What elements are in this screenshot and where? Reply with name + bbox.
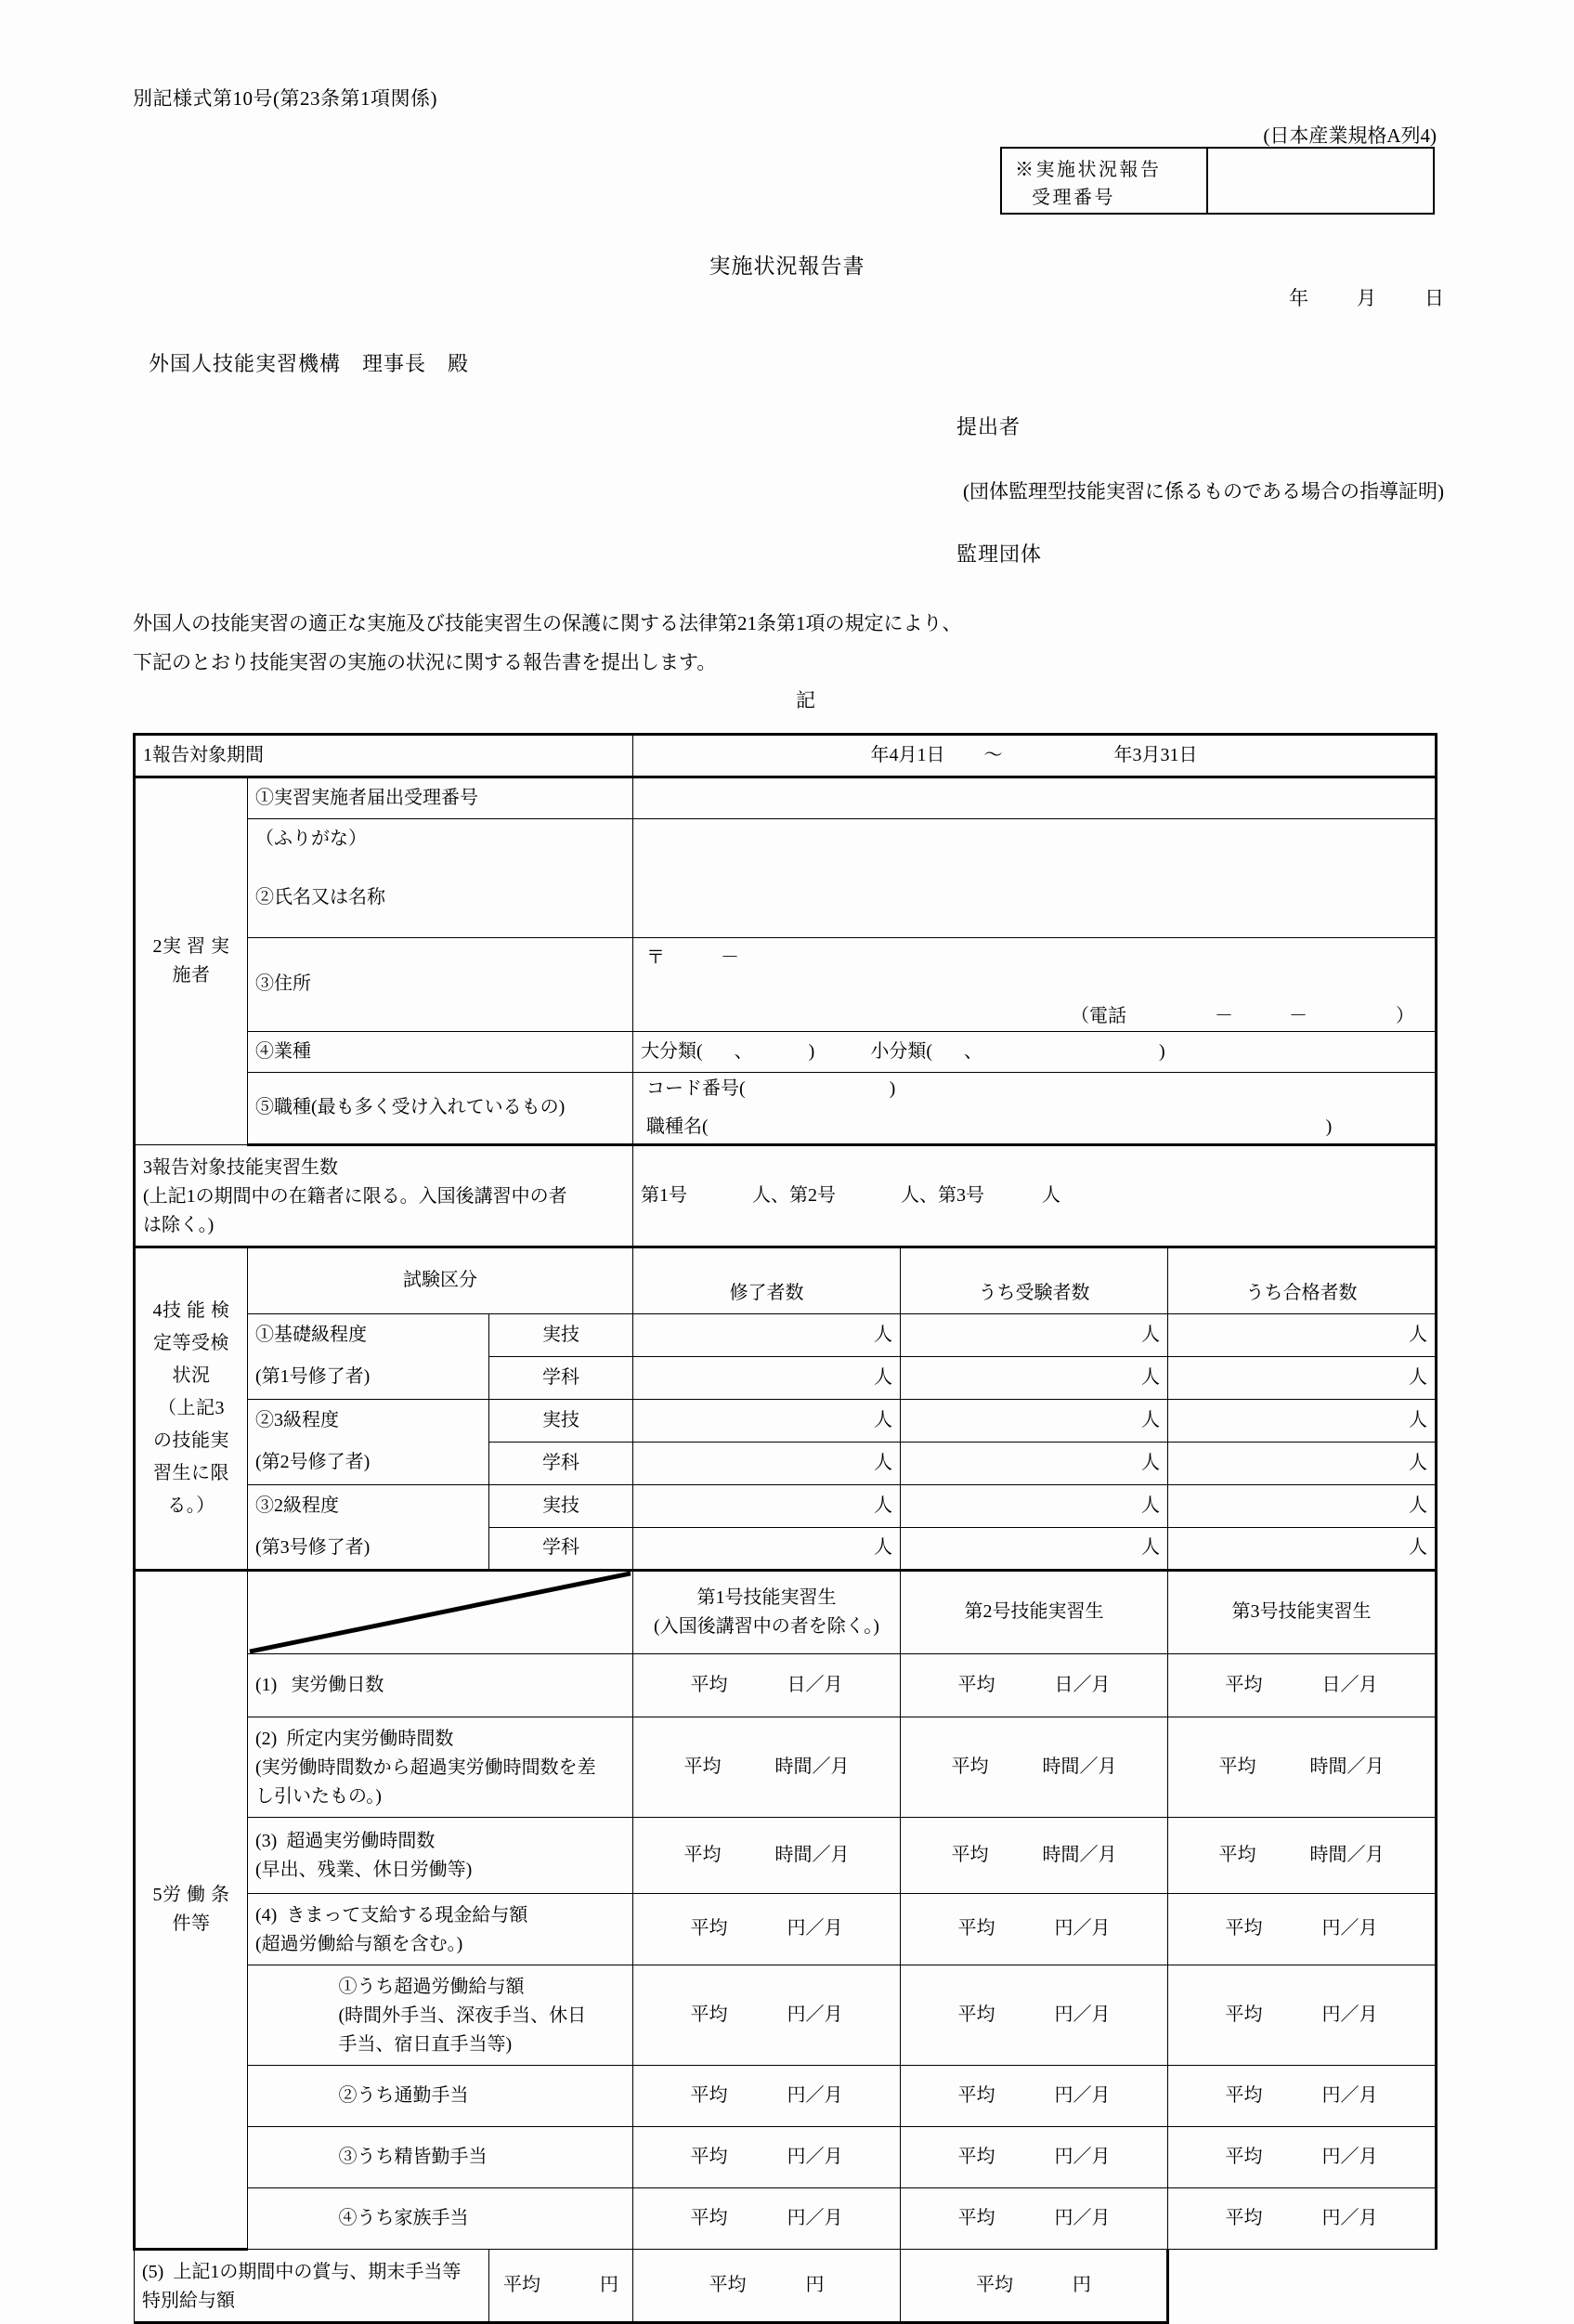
labor-value-4-col3[interactable] bbox=[1168, 1893, 1437, 1965]
trainee-no1-label: 第1号 bbox=[641, 1184, 687, 1206]
avg-label: 平均 bbox=[957, 1918, 995, 1939]
labor-subitem-label-1 bbox=[332, 1965, 633, 2065]
labor-value-1-col3[interactable] bbox=[1168, 1653, 1437, 1717]
section2-label bbox=[135, 777, 248, 1145]
value-examinees-5[interactable]: 人 bbox=[901, 1484, 1168, 1527]
postal-mark-icon: 〒 bbox=[646, 947, 665, 968]
labor-item-note-4a: (超過労働給与額を含む。) bbox=[255, 1933, 463, 1954]
acceptance-number-label-line1: ※実施状況報告 bbox=[1015, 160, 1162, 180]
column-header-completed: 修了者数 bbox=[633, 1247, 901, 1313]
sub-unit-2-col1: 円／月 bbox=[787, 2084, 843, 2106]
labor-subvalue-4-col3[interactable] bbox=[1168, 2187, 1437, 2249]
date-month[interactable]: 月 bbox=[1357, 287, 1376, 309]
section4-data-row bbox=[135, 1399, 1437, 1442]
avg-label: 平均 bbox=[1218, 1844, 1256, 1865]
labor-subvalue-4-col2[interactable] bbox=[901, 2187, 1168, 2249]
sub-indent-spacer bbox=[248, 1965, 332, 2065]
date-line bbox=[0, 283, 1574, 311]
submitter-label: 提出者 bbox=[956, 415, 1021, 438]
body-paragraph-line1: 外国人の技能実習の適正な実施及び技能実習生の保護に関する法律第21条第1項の規定により、 bbox=[133, 612, 962, 634]
section5-label-line2: 件等 bbox=[172, 1913, 211, 1934]
unit-1-col2: 日／月 bbox=[1054, 1674, 1111, 1695]
sub-unit-2-col3: 円／月 bbox=[1321, 2084, 1378, 2106]
grade-sublabel-3: (第3号修了者) bbox=[248, 1527, 489, 1570]
labor-item-note-2a: (実労働時間数から超過実労働時間数を差 bbox=[255, 1756, 596, 1778]
sub-unit-3-col3: 円／月 bbox=[1321, 2146, 1378, 2167]
avg-label: 平均 bbox=[690, 2146, 728, 2167]
industry-minor-comma: 、 bbox=[964, 1040, 983, 1062]
acceptance-number-input[interactable] bbox=[1208, 149, 1433, 213]
form-number: 別記様式第10号(第23条第1項関係) bbox=[133, 87, 437, 110]
labor-subitem-label-3: ③うち精皆勤手当 bbox=[332, 2126, 633, 2187]
value-passed-3[interactable]: 人 bbox=[1168, 1399, 1437, 1442]
value-passed-5[interactable]: 人 bbox=[1168, 1484, 1437, 1527]
tel-dash-1: － bbox=[1215, 1005, 1234, 1026]
sub-unit-1-col2: 円／月 bbox=[1054, 2004, 1111, 2025]
addressee: 外国人技能実習機構 理事長 殿 bbox=[149, 352, 470, 375]
sub-unit-4-col3: 円／月 bbox=[1321, 2207, 1378, 2228]
labor-value-2-col1[interactable] bbox=[633, 1717, 901, 1817]
section2-label-line2: 施者 bbox=[172, 964, 211, 986]
section4-header-row bbox=[135, 1247, 1437, 1313]
avg-label: 平均 bbox=[1225, 2146, 1263, 2167]
labor-value-5-col3[interactable] bbox=[901, 2249, 1168, 2322]
name-input[interactable] bbox=[633, 859, 1437, 937]
labor-item-text-4: きまって支給する現金給与額 bbox=[286, 1904, 528, 1926]
section5-data-row bbox=[135, 1653, 1437, 1717]
exam-type-3: 実技 bbox=[489, 1399, 633, 1442]
industry-minor-close: ) bbox=[1159, 1040, 1165, 1062]
industry-major-open: 大分類( bbox=[641, 1040, 703, 1062]
avg-label: 平均 bbox=[951, 1844, 989, 1865]
jis-paper-size-note: (日本産業規格A列4) bbox=[1263, 124, 1437, 147]
unit-3-col1: 時間／月 bbox=[774, 1844, 850, 1865]
sub-unit-4-col2: 円／月 bbox=[1054, 2207, 1111, 2228]
labor-value-5-col1[interactable] bbox=[489, 2249, 633, 2322]
supervising-organization-label: 監理団体 bbox=[956, 542, 1043, 566]
labor-subvalue-1-col1[interactable] bbox=[633, 1965, 901, 2065]
unit-2-col2: 時間／月 bbox=[1042, 1756, 1117, 1777]
period-tilde: ～ bbox=[983, 745, 1003, 765]
labor-item-text-3: 超過実労働時間数 bbox=[286, 1831, 436, 1851]
avg-label: 平均 bbox=[976, 2274, 1013, 2295]
avg-label: 平均 bbox=[690, 1918, 728, 1939]
occupation-name-open: 職種名( bbox=[646, 1116, 709, 1137]
avg-label: 平均 bbox=[1225, 1918, 1263, 1939]
value-examinees-3[interactable]: 人 bbox=[901, 1399, 1168, 1442]
labor-subitem-label-2: ②うち通勤手当 bbox=[332, 2065, 633, 2126]
code-number-open: コード番号( bbox=[646, 1077, 746, 1099]
section4-data-row bbox=[135, 1356, 1437, 1399]
value-examinees-6[interactable]: 人 bbox=[901, 1527, 1168, 1570]
document-title: 実施状況報告書 bbox=[709, 255, 865, 278]
section5-col3-header: 第3号技能実習生 bbox=[1168, 1570, 1437, 1653]
section5-data-row bbox=[135, 1965, 1437, 2065]
unit-5-col2: 円 bbox=[805, 2274, 825, 2295]
avg-label: 平均 bbox=[1225, 1674, 1263, 1695]
unit-4-col3: 円／月 bbox=[1321, 1918, 1378, 1939]
trainee-no1-unit: 人、第2号 bbox=[752, 1184, 836, 1206]
section3-label-line2: (上記1の期間中の在籍者に限る。入国後講習中の者 bbox=[143, 1185, 567, 1207]
sub-unit-2-col2: 円／月 bbox=[1054, 2084, 1111, 2106]
furigana-label: （ふりがな） bbox=[248, 819, 633, 860]
labor-subvalue-2-col1[interactable] bbox=[633, 2065, 901, 2126]
section3-row bbox=[135, 1144, 1437, 1247]
column-header-examinees: うち受験者数 bbox=[901, 1247, 1168, 1313]
section2-label-line1: 2実 習 実 bbox=[152, 935, 230, 957]
section3-label-line3: は除く。) bbox=[143, 1214, 215, 1235]
unit-3-col2: 時間／月 bbox=[1042, 1844, 1117, 1865]
date-year[interactable]: 年 bbox=[1289, 287, 1308, 309]
avg-label: 平均 bbox=[683, 1844, 722, 1865]
value-completed-2[interactable]: 人 bbox=[633, 1356, 901, 1399]
value-completed-4[interactable]: 人 bbox=[633, 1442, 901, 1484]
value-passed-2[interactable]: 人 bbox=[1168, 1356, 1437, 1399]
section1-label: 1報告対象期間 bbox=[135, 735, 633, 777]
exam-category-header: 試験区分 bbox=[248, 1247, 633, 1313]
labor-item-label-2 bbox=[248, 1717, 633, 1817]
labor-item-number-1: (1) bbox=[255, 1674, 278, 1695]
industry-label: ④業種 bbox=[248, 1031, 633, 1072]
avg-label: 平均 bbox=[957, 2146, 995, 2167]
section5-label-line1: 5労 働 条 bbox=[152, 1884, 230, 1905]
labor-item-label-5 bbox=[135, 2249, 489, 2322]
tel-dash-2: － bbox=[1289, 1005, 1308, 1026]
occupation-name-close: ) bbox=[1325, 1116, 1333, 1137]
section5-data-row bbox=[135, 1717, 1437, 1817]
tel-close-paren: ） bbox=[1396, 1005, 1415, 1026]
avg-label: 平均 bbox=[690, 1674, 728, 1695]
unit-5-col1: 円 bbox=[600, 2274, 618, 2295]
sub-unit-3-col2: 円／月 bbox=[1054, 2146, 1111, 2167]
unit-4-col1: 円／月 bbox=[787, 1918, 843, 1939]
section2-industry-row bbox=[135, 1031, 1437, 1072]
avg-label: 平均 bbox=[690, 2084, 728, 2106]
grade-label-3: ③2級程度 bbox=[248, 1484, 489, 1527]
section5-label bbox=[135, 1570, 248, 2249]
avg-label: 平均 bbox=[690, 2207, 728, 2228]
main-form-table bbox=[133, 733, 1437, 2324]
section4-label-line-1: 定等受検 bbox=[153, 1332, 229, 1353]
exam-type-2: 学科 bbox=[489, 1356, 633, 1399]
sub-unit-4-col1: 円／月 bbox=[787, 2207, 843, 2228]
labor-item-note-2b: し引いたもの。) bbox=[255, 1785, 382, 1807]
section5-data-row bbox=[135, 1817, 1437, 1893]
section2-receipt-row bbox=[135, 777, 1437, 819]
section4-label-line-6: る。） bbox=[167, 1495, 215, 1516]
sub-indent-spacer bbox=[248, 2065, 332, 2126]
labor-subvalue-2-col2[interactable] bbox=[901, 2065, 1168, 2126]
tel-label: （電話 bbox=[1071, 1005, 1127, 1026]
section4-label bbox=[135, 1247, 248, 1570]
section5-col1-header bbox=[633, 1570, 901, 1653]
labor-subvalue-1-col3[interactable] bbox=[1168, 1965, 1437, 2065]
labor-item-text-1: 実労働日数 bbox=[291, 1674, 384, 1695]
labor-subvalue-4-col1[interactable] bbox=[633, 2187, 901, 2249]
labor-value-3-col3[interactable] bbox=[1168, 1817, 1437, 1893]
section2-furigana-row bbox=[135, 819, 1437, 860]
avg-label: 平均 bbox=[1225, 2207, 1263, 2228]
diagonal-line-icon bbox=[248, 1572, 632, 1653]
section2-address-row bbox=[135, 937, 1437, 1031]
section4-label-line-5: 習生に限 bbox=[153, 1462, 229, 1483]
section4-data-row bbox=[135, 1484, 1437, 1527]
period-to[interactable]: 年3月31日 bbox=[1113, 745, 1198, 765]
labor-item-number-3: (3) bbox=[255, 1831, 278, 1851]
sub-unit-1-col1: 円／月 bbox=[787, 2004, 843, 2025]
section5-data-row bbox=[135, 2126, 1437, 2187]
labor-value-4-col1[interactable] bbox=[633, 1893, 901, 1965]
sub-indent-spacer bbox=[248, 2126, 332, 2187]
value-completed-5[interactable]: 人 bbox=[633, 1484, 901, 1527]
section5-col2-header: 第2号技能実習生 bbox=[901, 1570, 1168, 1653]
value-examinees-2[interactable]: 人 bbox=[901, 1356, 1168, 1399]
period-from[interactable]: 年4月1日 bbox=[870, 745, 945, 765]
avg-label: 平均 bbox=[957, 2084, 995, 2106]
value-passed-6[interactable]: 人 bbox=[1168, 1527, 1437, 1570]
receipt-number-input[interactable] bbox=[633, 777, 1437, 819]
labor-item-text-2: 所定内実労働時間数 bbox=[286, 1728, 454, 1749]
labor-item-label-1 bbox=[248, 1653, 633, 1717]
address-input-area[interactable] bbox=[633, 937, 1437, 1031]
value-passed-4[interactable]: 人 bbox=[1168, 1442, 1437, 1484]
avg-label: 平均 bbox=[1225, 2084, 1263, 2106]
value-passed-1[interactable]: 人 bbox=[1168, 1313, 1437, 1356]
labor-item-label-4 bbox=[248, 1893, 633, 1965]
labor-value-1-col1[interactable] bbox=[633, 1653, 901, 1717]
labor-item-note-5a: 特別給与額 bbox=[142, 2290, 235, 2311]
section4-data-row bbox=[135, 1442, 1437, 1484]
labor-subitem-text-1: ①うち超過労働給与額 bbox=[338, 1976, 525, 1997]
grade-label-1: ①基礎級程度 bbox=[248, 1313, 489, 1356]
trainee-no3-unit: 人 bbox=[1042, 1184, 1060, 1206]
occupation-name-line bbox=[646, 1113, 1435, 1142]
telephone-line bbox=[633, 973, 1435, 1031]
exam-type-5: 実技 bbox=[489, 1484, 633, 1527]
avg-label: 平均 bbox=[1225, 2004, 1263, 2025]
section4-data-row bbox=[135, 1313, 1437, 1356]
exam-type-6: 学科 bbox=[489, 1527, 633, 1570]
labor-item-number-5: (5) bbox=[142, 2261, 164, 2282]
avg-label: 平均 bbox=[1218, 1756, 1256, 1777]
unit-5-col3: 円 bbox=[1073, 2274, 1091, 2295]
section4-label-line-2: 状況 bbox=[172, 1364, 211, 1386]
labor-value-3-col2[interactable] bbox=[901, 1817, 1168, 1893]
labor-value-2-col3[interactable] bbox=[1168, 1717, 1437, 1817]
section5-data-row bbox=[135, 2065, 1437, 2126]
labor-value-2-col2[interactable] bbox=[901, 1717, 1168, 1817]
labor-subitem-note-1a: (時間外手当、深夜手当、休日 bbox=[338, 2004, 587, 2026]
code-number-line bbox=[646, 1075, 1435, 1113]
labor-item-number-2: (2) bbox=[255, 1728, 278, 1749]
sub-indent-spacer bbox=[248, 2187, 332, 2249]
body-paragraph-line2: 下記のとおり技能実習の実施の状況に関する報告書を提出します。 bbox=[133, 651, 717, 673]
postal-dash: － bbox=[721, 947, 739, 968]
section5-data-row bbox=[135, 2249, 1437, 2322]
unit-1-col3: 日／月 bbox=[1321, 1674, 1378, 1695]
value-completed-3[interactable]: 人 bbox=[633, 1399, 901, 1442]
value-examinees-4[interactable]: 人 bbox=[901, 1442, 1168, 1484]
value-examinees-1[interactable]: 人 bbox=[901, 1313, 1168, 1356]
labor-subvalue-2-col3[interactable] bbox=[1168, 2065, 1437, 2126]
acceptance-number-label bbox=[1002, 149, 1208, 213]
unit-2-col1: 時間／月 bbox=[774, 1756, 850, 1777]
ki-marker: 記 bbox=[796, 689, 815, 712]
section4-label-line-3: （上記3 bbox=[158, 1397, 225, 1418]
labor-subvalue-3-col2[interactable] bbox=[901, 2126, 1168, 2187]
avg-label: 平均 bbox=[683, 1756, 722, 1777]
avg-label: 平均 bbox=[957, 1674, 995, 1695]
section3-label bbox=[135, 1144, 633, 1247]
labor-item-text-5: 上記1の期間中の賞与、期末手当等 bbox=[173, 2261, 462, 2282]
furigana-input[interactable] bbox=[633, 819, 1437, 860]
avg-label: 平均 bbox=[709, 2274, 747, 2295]
exam-type-4: 学科 bbox=[489, 1442, 633, 1484]
section3-label-line1: 3報告対象技能実習生数 bbox=[143, 1156, 338, 1178]
industry-minor-open: 小分類( bbox=[870, 1040, 933, 1062]
unit-1-col1: 日／月 bbox=[787, 1674, 843, 1695]
labor-value-4-col2[interactable] bbox=[901, 1893, 1168, 1965]
avg-label: 平均 bbox=[503, 2274, 540, 2295]
name-label: ②氏名又は名称 bbox=[248, 859, 633, 937]
labor-item-number-4: (4) bbox=[255, 1904, 278, 1926]
labor-value-3-col1[interactable] bbox=[633, 1817, 901, 1893]
unit-3-col3: 時間／月 bbox=[1309, 1844, 1385, 1865]
section5-col1-header-line1: 第1号技能実習生 bbox=[696, 1586, 837, 1608]
grade-sublabel-1: (第1号修了者) bbox=[248, 1356, 489, 1399]
section1-period bbox=[633, 735, 1437, 777]
avg-label: 平均 bbox=[957, 2004, 995, 2025]
column-header-passed: うち合格者数 bbox=[1168, 1247, 1437, 1313]
labor-item-label-3 bbox=[248, 1817, 633, 1893]
address-label: ③住所 bbox=[248, 937, 633, 1031]
labor-subvalue-3-col1[interactable] bbox=[633, 2126, 901, 2187]
acceptance-number-label-line2: 受理番号 bbox=[1032, 188, 1115, 208]
value-completed-1[interactable]: 人 bbox=[633, 1313, 901, 1356]
sub-unit-1-col3: 円／月 bbox=[1321, 2004, 1378, 2025]
avg-label: 平均 bbox=[957, 2207, 995, 2228]
value-completed-6[interactable]: 人 bbox=[633, 1527, 901, 1570]
labor-subitem-note-1b: 手当、宿日直手当等) bbox=[338, 2033, 513, 2055]
labor-item-note-3a: (早出、残業、休日労働等) bbox=[255, 1860, 473, 1880]
avg-label: 平均 bbox=[690, 2004, 728, 2025]
acceptance-number-box bbox=[1000, 147, 1435, 215]
section5-data-row bbox=[135, 2187, 1437, 2249]
postal-code-line bbox=[633, 938, 1435, 973]
grade-sublabel-2: (第2号修了者) bbox=[248, 1442, 489, 1484]
grade-label-2: ②3級程度 bbox=[248, 1399, 489, 1442]
section4-label-line-0: 4技 能 検 bbox=[152, 1299, 230, 1321]
trainee-no2-unit: 人、第3号 bbox=[901, 1184, 984, 1206]
labor-value-5-col2[interactable] bbox=[633, 2249, 901, 2322]
unit-4-col2: 円／月 bbox=[1054, 1918, 1111, 1939]
industry-input[interactable] bbox=[633, 1031, 1437, 1072]
receipt-number-label: ①実習実施者届出受理番号 bbox=[248, 777, 633, 819]
labor-subvalue-1-col2[interactable] bbox=[901, 1965, 1168, 2065]
occupation-input-area[interactable] bbox=[633, 1072, 1437, 1144]
labor-subitem-label-4: ④うち家族手当 bbox=[332, 2187, 633, 2249]
section3-counts[interactable] bbox=[633, 1144, 1437, 1247]
section2-name-row bbox=[135, 859, 1437, 937]
exam-type-1: 実技 bbox=[489, 1313, 633, 1356]
code-number-close: ) bbox=[889, 1077, 896, 1099]
section4-label-line-4: の技能実 bbox=[153, 1430, 229, 1451]
labor-subvalue-3-col3[interactable] bbox=[1168, 2126, 1437, 2187]
section4-data-row bbox=[135, 1527, 1437, 1570]
section5-header-row bbox=[135, 1570, 1437, 1653]
supervising-organization-note: (団体監理型技能実習に係るものである場合の指導証明) bbox=[963, 480, 1444, 503]
industry-major-comma: 、 bbox=[734, 1040, 753, 1062]
section1-row bbox=[135, 735, 1437, 777]
industry-major-close: ) bbox=[808, 1040, 815, 1062]
section2-occupation-row bbox=[135, 1072, 1437, 1144]
occupation-label: ⑤職種(最も多く受け入れているもの) bbox=[248, 1072, 633, 1144]
section5-data-row bbox=[135, 1893, 1437, 1965]
sub-unit-3-col1: 円／月 bbox=[787, 2146, 843, 2167]
unit-2-col3: 時間／月 bbox=[1309, 1756, 1385, 1777]
section5-col1-header-line2: (入国後講習中の者を除く。) bbox=[654, 1615, 879, 1637]
date-day[interactable]: 日 bbox=[1424, 287, 1444, 309]
labor-value-1-col2[interactable] bbox=[901, 1653, 1168, 1717]
diagonal-divider-cell bbox=[248, 1570, 633, 1653]
avg-label: 平均 bbox=[951, 1756, 989, 1777]
